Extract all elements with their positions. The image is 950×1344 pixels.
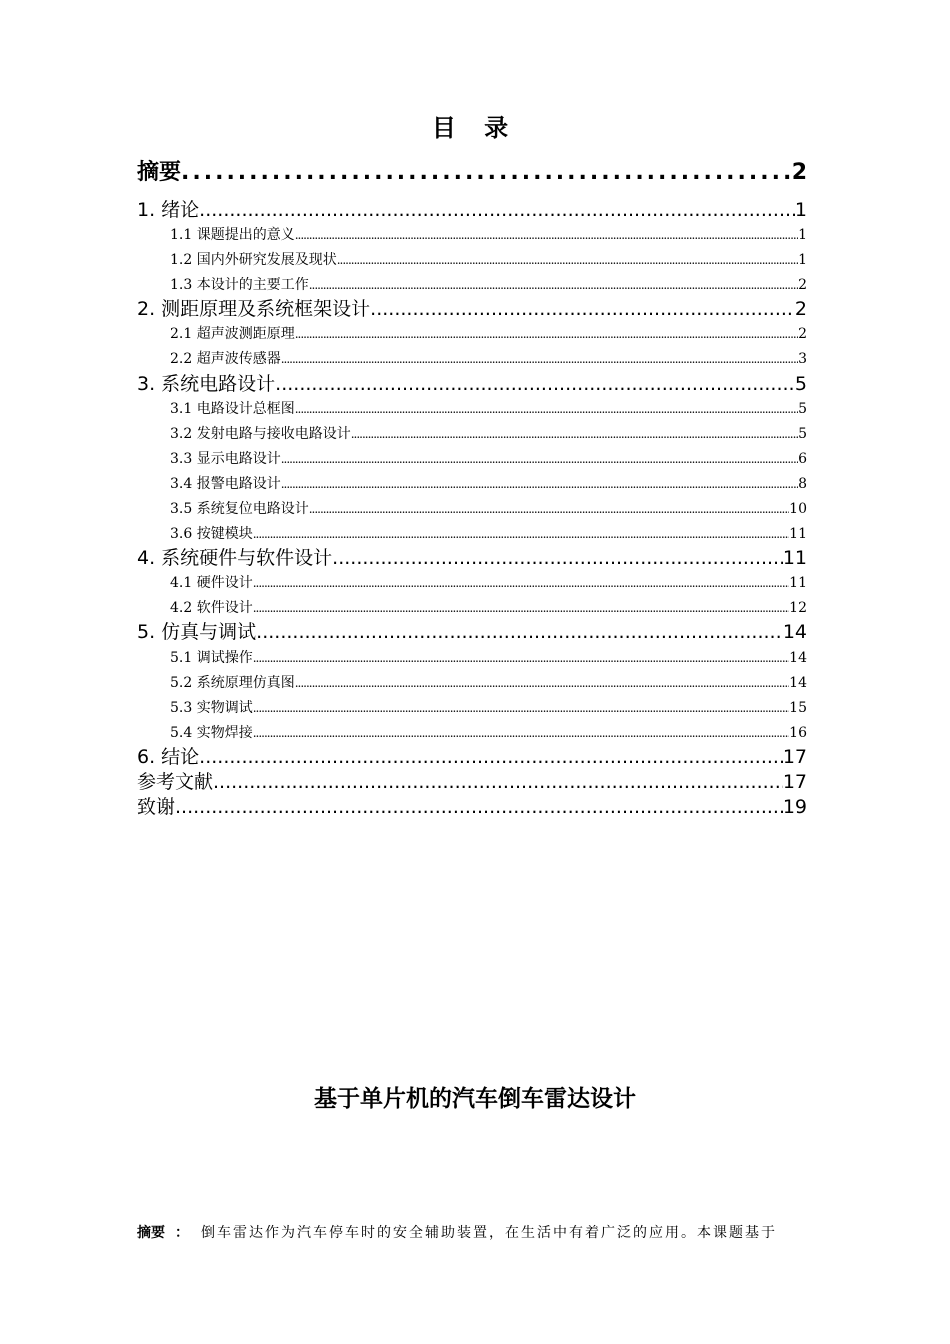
toc-entry-label: 3.2 发射电路与接收电路设计 [170,426,351,442]
toc-leader-dots [253,724,789,742]
toc-entry-page: 11 [782,547,807,569]
paper-title: 基于单片机的汽车倒车雷达设计 [314,1086,636,1112]
toc-leader-dots [253,574,789,592]
toc-leader-dots [351,425,798,443]
toc-leader-dots [175,796,783,818]
abstract-label: 摘要 [137,1225,165,1241]
toc-entry[interactable] [137,373,807,395]
toc-entry[interactable] [170,724,807,742]
toc-entry-page: 2 [798,277,807,293]
toc-entry-label: 3.4 报警电路设计 [170,476,281,492]
toc-entry[interactable] [170,525,807,543]
toc-entry[interactable] [137,796,807,818]
toc-entry-page: 2 [791,160,807,185]
toc-leader-dots [309,500,789,518]
toc-entry-page: 19 [782,796,807,818]
toc-leader-dots [295,226,798,244]
toc-entry[interactable] [170,350,807,368]
toc-leader-dots [295,674,789,692]
toc-leader-dots [199,746,783,768]
toc-entry[interactable] [170,226,807,244]
toc-entry-page: 14 [789,650,807,666]
toc-leader-dots [337,251,798,269]
toc-entry-page: 15 [789,700,807,716]
toc-entry[interactable] [170,574,807,592]
toc-entry-page: 17 [782,746,807,768]
toc-leader-dots [181,160,792,186]
toc-entry-label: 1.2 国内外研究发展及现状 [170,252,337,268]
toc-entry-page: 8 [798,476,807,492]
toc-entry-label: 5. 仿真与调试 [137,621,257,643]
toc-leader-dots [275,373,795,395]
toc-entry-label: 3. 系统电路设计 [137,373,276,395]
toc-entry-page: 17 [782,771,807,793]
toc-entry-page: 1 [798,227,807,243]
toc-entry-label: 5.1 调试操作 [170,650,253,666]
toc-entry-page: 10 [789,501,807,517]
toc-leader-dots [256,621,783,643]
toc-entry-page: 16 [789,725,807,741]
toc-entry[interactable] [170,325,807,343]
toc-leader-dots [213,771,783,793]
toc-entry-label: 6. 结论 [137,746,200,768]
toc-entry-label: 2.1 超声波测距原理 [170,326,295,342]
toc-entry[interactable] [170,674,807,692]
toc-entry-label: 2. 测距原理及系统框架设计 [137,298,371,320]
toc-entry-page: 11 [789,526,807,542]
toc-entry-label: 2.2 超声波传感器 [170,351,281,367]
toc-entry-label: 4. 系统硬件与软件设计 [137,547,333,569]
toc-leader-dots [253,699,789,717]
toc-entry[interactable] [137,199,807,221]
toc-entry-page: 14 [789,675,807,691]
toc-entry-label: 5.3 实物调试 [170,700,253,716]
toc-entry-label: 1.3 本设计的主要工作 [170,277,309,293]
toc-leader-dots [253,599,789,617]
toc-entry[interactable] [170,649,807,667]
toc-entry-page: 1 [794,199,807,221]
toc-leader-dots [281,475,798,493]
toc-heading: 目 录 [431,114,519,142]
abstract-text: 倒车雷达作为汽车停车时的安全辅助装置，在生活中有着广泛的应用。本课题基于 [201,1225,777,1241]
toc-entry[interactable] [170,699,807,717]
toc-entry-label: 1.1 课题提出的意义 [170,227,295,243]
toc-leader-dots [199,199,795,221]
toc-entry-label: 3.6 按键模块 [170,526,253,542]
toc-entry-page: 3 [798,351,807,367]
toc-entry[interactable] [137,547,807,569]
toc-entry-label: 5.4 实物焊接 [170,725,253,741]
toc-leader-dots [253,525,789,543]
toc-entry-label: 摘要 [137,160,182,185]
toc-entry-label: 4.2 软件设计 [170,600,253,616]
toc-entry[interactable] [137,621,807,643]
toc-leader-dots [281,350,798,368]
toc-entry-label: 3.3 显示电路设计 [170,451,281,467]
toc-entry-page: 5 [798,426,807,442]
toc-entry[interactable] [170,599,807,617]
toc-entry-page: 2 [794,298,807,320]
toc-entry-label: 5.2 系统原理仿真图 [170,675,295,691]
toc-entry[interactable] [170,400,807,418]
toc-entry[interactable] [137,160,807,186]
toc-entry-label: 4.1 硬件设计 [170,575,253,591]
abstract-line [137,1222,827,1242]
toc-entry[interactable] [170,276,807,294]
toc-entry-page: 14 [782,621,807,643]
abstract-colon: ： [175,1225,191,1241]
toc-entry-page: 2 [798,326,807,342]
toc-entry-page: 1 [798,252,807,268]
toc-entry[interactable] [170,425,807,443]
toc-entry-page: 5 [794,373,807,395]
toc-entry-label: 3.1 电路设计总框图 [170,401,295,417]
toc-entry[interactable] [170,500,807,518]
toc-leader-dots [309,276,798,294]
toc-entry[interactable] [170,475,807,493]
toc-entry-label: 参考文献 [137,771,214,793]
toc-entry-label: 3.5 系统复位电路设计 [170,501,309,517]
toc-entry-page: 11 [789,575,807,591]
toc-entry-page: 5 [798,401,807,417]
toc-entry-label: 致谢 [137,796,176,818]
toc-leader-dots [332,547,783,569]
toc-leader-dots [295,325,798,343]
toc-leader-dots [281,450,798,468]
toc-entry[interactable] [170,251,807,269]
toc-entry[interactable] [170,450,807,468]
toc-entry-page: 6 [798,451,807,467]
toc-leader-dots [295,400,798,418]
toc-entry[interactable] [137,298,807,320]
toc-entry-page: 12 [789,600,807,616]
toc-leader-dots [370,298,795,320]
toc-entry[interactable] [137,771,807,793]
toc-leader-dots [253,649,789,667]
toc-entry-label: 1. 绪论 [137,199,200,221]
toc-entry[interactable] [137,746,807,768]
